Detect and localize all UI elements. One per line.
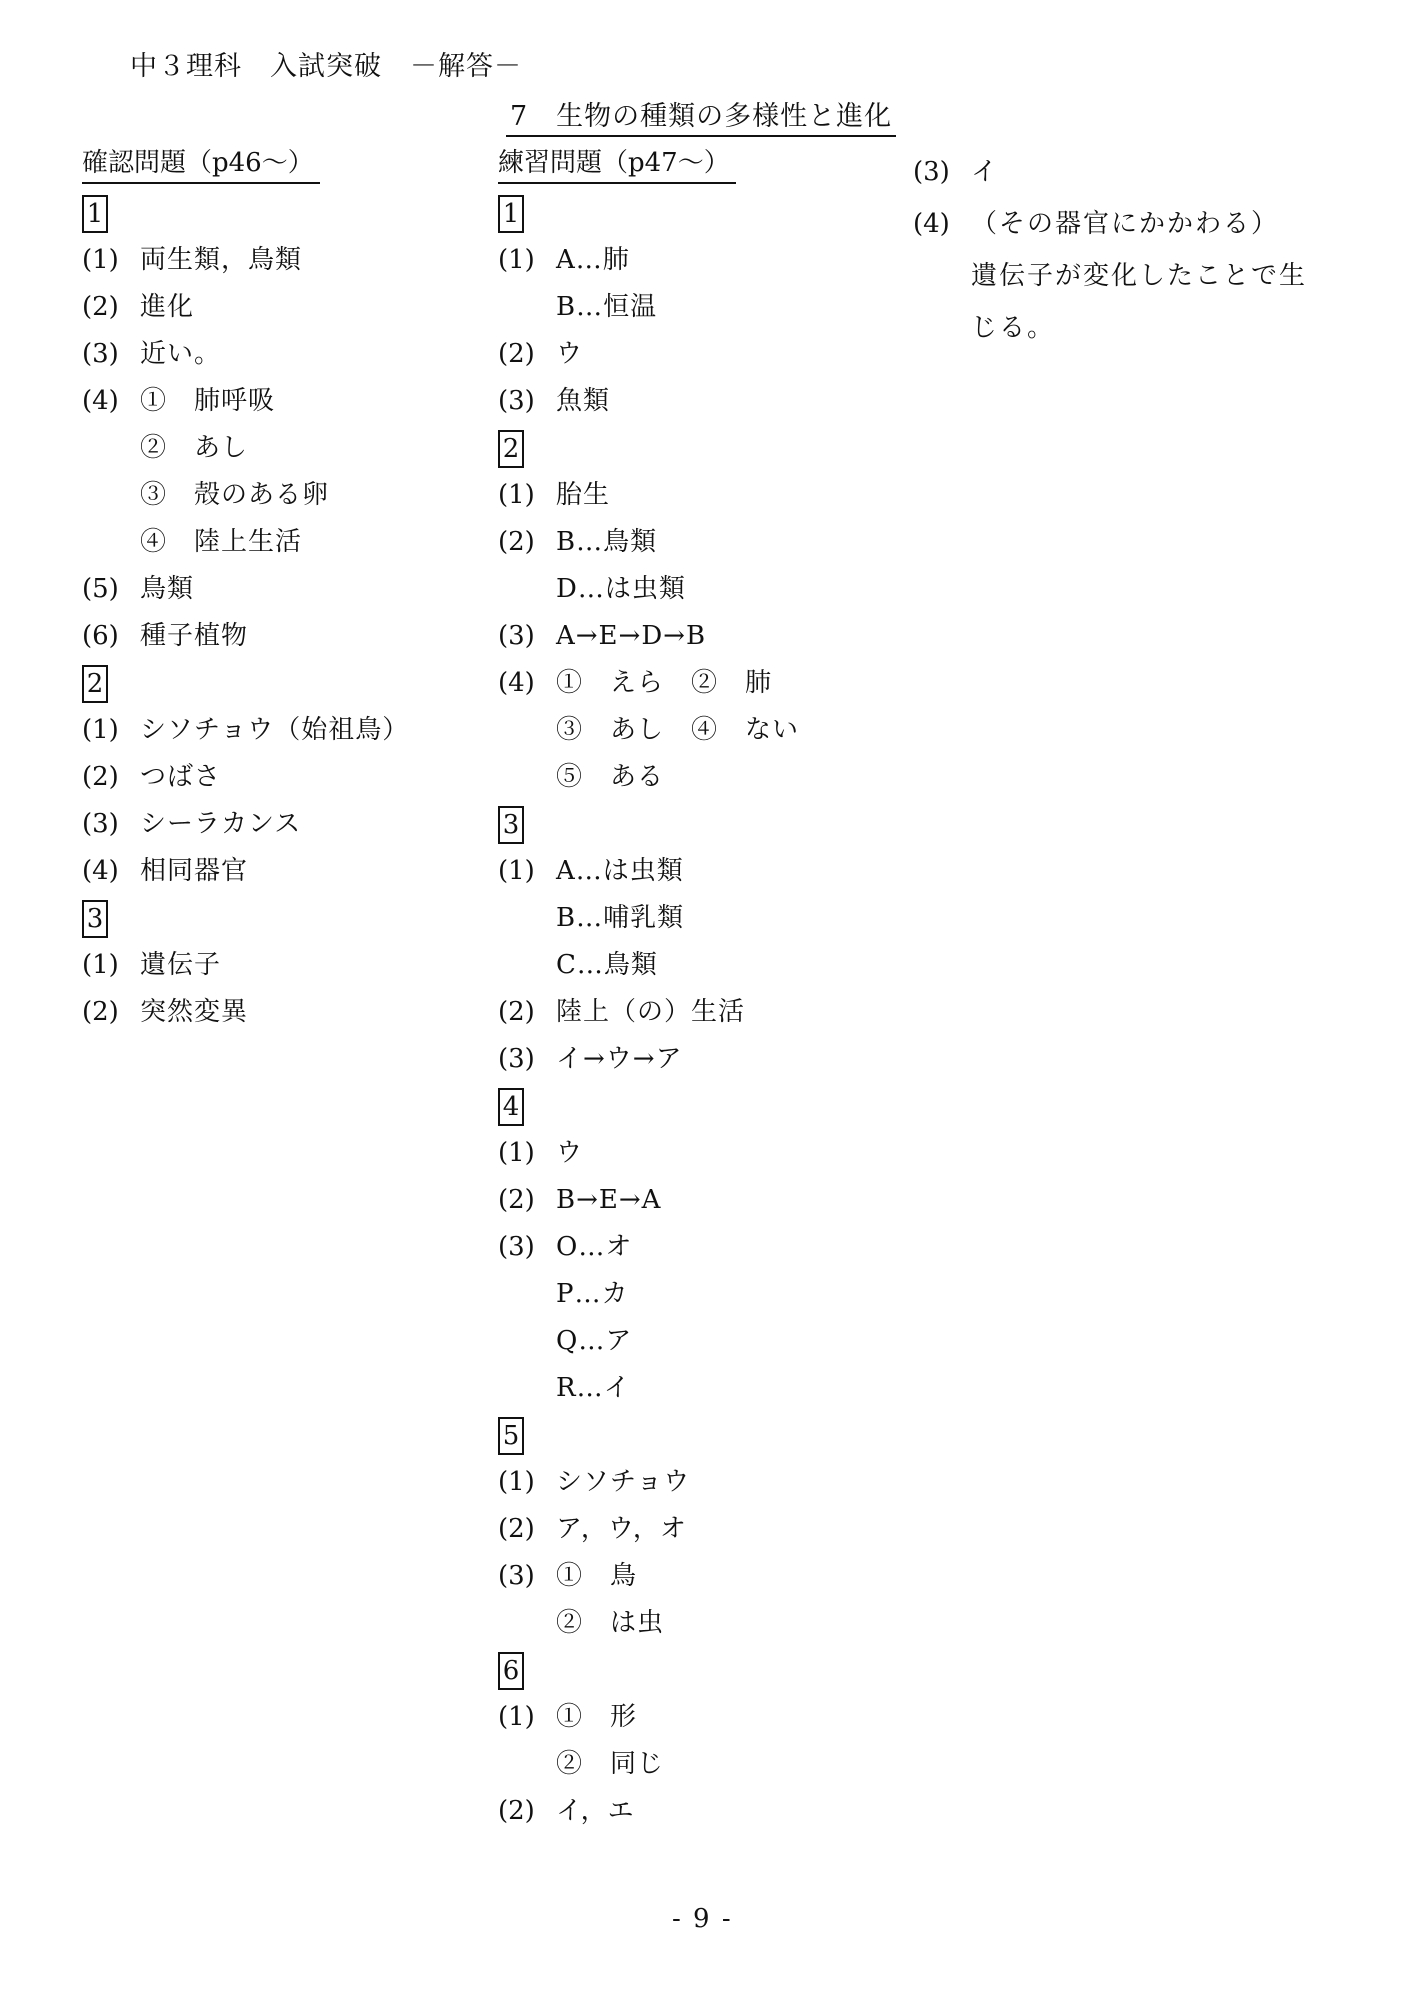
- answer-row: [498, 472, 799, 519]
- answer-text: ア，ウ，オ: [556, 1514, 687, 1544]
- sub-question-number: [913, 250, 971, 302]
- question-number-box: [82, 895, 409, 942]
- answer-row: [498, 1553, 799, 1600]
- answer-text: シソチョウ（始祖鳥）: [140, 715, 410, 745]
- answer-row: [498, 989, 799, 1036]
- answer-text: ウ: [556, 339, 584, 369]
- answer-text: A→E→D→B: [556, 621, 707, 651]
- answer-row: [913, 198, 1307, 250]
- section-heading: 確認問題（p46～）: [82, 146, 320, 184]
- answer-row: [498, 1036, 799, 1083]
- answer-text: C…鳥類: [556, 950, 658, 980]
- answer-text: O…オ: [556, 1232, 633, 1262]
- answer-row: [913, 250, 1307, 302]
- answer-row: [82, 472, 409, 519]
- answer-text: R…イ: [556, 1373, 631, 1403]
- answer-text: （その器官にかかわる）: [971, 209, 1280, 239]
- answer-row: [82, 613, 409, 660]
- answer-text: ① えら ② 肺: [556, 668, 773, 698]
- answer-text: 近い。: [140, 339, 222, 369]
- chapter-title: 7 生物の種類の多様性と進化: [506, 94, 896, 137]
- answer-text: シソチョウ: [556, 1467, 691, 1497]
- answer-row: [82, 566, 409, 613]
- answer-text: 相同器官: [140, 856, 249, 886]
- answer-text: Q…ア: [556, 1326, 633, 1356]
- answer-text: ウ: [556, 1138, 584, 1168]
- sub-question-number: (3): [913, 157, 950, 187]
- sub-question-number: (5): [82, 574, 119, 604]
- sub-question-number: (3): [498, 1232, 535, 1262]
- answer-text: 遺伝子: [140, 950, 222, 980]
- answer-row: [498, 566, 799, 613]
- answer-text: ② あし: [140, 433, 249, 463]
- question-number-box: [498, 801, 799, 848]
- sub-question-number: (2): [82, 762, 119, 792]
- sub-question-number: (2): [498, 1185, 535, 1215]
- sub-question-number: [82, 472, 140, 519]
- answer-row: [82, 942, 409, 989]
- answer-text: イ，エ: [556, 1796, 635, 1826]
- answer-row: [498, 1600, 799, 1647]
- answer-text: イ→ウ→ア: [556, 1044, 683, 1074]
- question-number-box: [498, 1083, 799, 1130]
- answer-row: [498, 895, 799, 942]
- answer-text: 進化: [140, 292, 195, 322]
- answer-text: B…哺乳類: [556, 903, 685, 933]
- sub-question-number: (1): [82, 950, 119, 980]
- answer-row: [82, 284, 409, 331]
- sub-question-number: (1): [498, 1138, 535, 1168]
- answer-text: ③ 殻のある卵: [140, 480, 330, 510]
- answer-text: ② は虫: [556, 1608, 665, 1638]
- question-number-box: [82, 660, 409, 707]
- question-number-box: [82, 190, 409, 237]
- answer-text: 胎生: [556, 480, 611, 510]
- section-heading: 練習問題（p47～）: [498, 146, 736, 184]
- answer-text: B…鳥類: [556, 527, 658, 557]
- page-number: - 9 -: [672, 1904, 733, 1934]
- answer-row: [498, 1224, 799, 1271]
- answer-row: [82, 519, 409, 566]
- boxed-number: 2: [498, 430, 524, 468]
- boxed-number: 1: [82, 195, 108, 233]
- answer-row: [82, 848, 409, 895]
- answer-row: [498, 1788, 799, 1835]
- answer-text: A…は虫類: [556, 856, 684, 886]
- answer-text: ② 同じ: [556, 1749, 665, 1779]
- column-renshu: [498, 146, 799, 1835]
- answer-row: [498, 237, 799, 284]
- sub-question-number: [913, 302, 971, 354]
- answer-text: 魚類: [556, 386, 611, 416]
- sub-question-number: [498, 1271, 556, 1318]
- answer-text: 両生類，鳥類: [140, 245, 303, 275]
- sub-question-number: (2): [498, 527, 535, 557]
- answer-row: [498, 754, 799, 801]
- sub-question-number: [498, 754, 556, 801]
- answer-text: 突然変異: [140, 997, 249, 1027]
- answer-text: ① 鳥: [556, 1561, 638, 1591]
- answer-text: 遺伝子が変化したことで生: [971, 261, 1308, 291]
- answer-text: イ: [971, 157, 1000, 187]
- sub-question-number: (3): [498, 1561, 535, 1591]
- answer-row: [498, 1271, 799, 1318]
- answer-text: ① 肺呼吸: [140, 386, 276, 416]
- sub-question-number: (1): [498, 480, 535, 510]
- sub-question-number: (3): [498, 621, 535, 651]
- answer-text: じる。: [971, 313, 1056, 343]
- answer-text: ④ 陸上生活: [140, 527, 303, 557]
- boxed-number: 3: [498, 806, 524, 844]
- answer-text: ① 形: [556, 1702, 638, 1732]
- sub-question-number: [498, 284, 556, 331]
- answer-row: [82, 754, 409, 801]
- answer-row: [498, 1177, 799, 1224]
- answer-row: [82, 707, 409, 754]
- question-number-box: [498, 1647, 799, 1694]
- boxed-number: 3: [82, 900, 108, 938]
- answer-text: D…は虫類: [556, 574, 686, 604]
- sub-question-number: (1): [82, 715, 119, 745]
- sub-question-number: (4): [498, 668, 535, 698]
- answer-row: [498, 707, 799, 754]
- answer-text: B…恒温: [556, 292, 658, 322]
- answer-text: 鳥類: [140, 574, 195, 604]
- sub-question-number: [498, 1741, 556, 1788]
- sub-question-number: [498, 1318, 556, 1365]
- boxed-number: 2: [82, 665, 108, 703]
- boxed-number: 1: [498, 195, 524, 233]
- answer-row: [498, 1365, 799, 1412]
- sub-question-number: (3): [498, 386, 535, 416]
- answer-row: [498, 848, 799, 895]
- sub-question-number: (1): [498, 856, 535, 886]
- answer-text: つばさ: [140, 762, 222, 792]
- answer-row: [82, 989, 409, 1036]
- answer-row: [498, 660, 799, 707]
- answer-text: ⑤ ある: [556, 762, 665, 792]
- answer-row: [498, 942, 799, 989]
- question-number-box: [498, 190, 799, 237]
- answer-row: [82, 378, 409, 425]
- sub-question-number: (3): [82, 339, 119, 369]
- answer-row: [498, 1741, 799, 1788]
- question-number-box: [498, 425, 799, 472]
- boxed-number: 5: [498, 1417, 524, 1455]
- sub-question-number: (1): [498, 245, 535, 275]
- sub-question-number: (4): [913, 209, 950, 239]
- sub-question-number: [498, 566, 556, 613]
- answer-row: [498, 1694, 799, 1741]
- boxed-number: 6: [498, 1652, 524, 1690]
- answer-row: [82, 425, 409, 472]
- answer-row: [498, 1318, 799, 1365]
- boxed-number: 4: [498, 1088, 524, 1126]
- sub-question-number: [498, 895, 556, 942]
- answer-text: 陸上（の）生活: [556, 997, 746, 1027]
- sub-question-number: (3): [82, 809, 119, 839]
- sub-question-number: (2): [498, 1796, 535, 1826]
- sub-question-number: [82, 425, 140, 472]
- answer-row: [913, 302, 1307, 354]
- sub-question-number: (3): [498, 1044, 535, 1074]
- sub-question-number: (2): [498, 1514, 535, 1544]
- column-kakunin: [82, 146, 409, 1036]
- answer-row: [498, 378, 799, 425]
- column-continued: [913, 146, 1307, 354]
- answer-row: [913, 146, 1307, 198]
- page-header: 中３理科 入試突破 －解答－: [130, 51, 522, 82]
- answer-text: ③ あし ④ ない: [556, 715, 800, 745]
- sub-question-number: [82, 519, 140, 566]
- answer-row: [498, 1130, 799, 1177]
- sub-question-number: (6): [82, 621, 119, 651]
- sub-question-number: [498, 1365, 556, 1412]
- sub-question-number: [498, 942, 556, 989]
- answer-row: [82, 331, 409, 378]
- sub-question-number: (2): [82, 997, 119, 1027]
- answer-row: [498, 1506, 799, 1553]
- question-number-box: [498, 1412, 799, 1459]
- sub-question-number: (1): [82, 245, 119, 275]
- answer-row: [498, 519, 799, 566]
- answer-row: [498, 284, 799, 331]
- answer-text: B→E→A: [556, 1185, 662, 1215]
- sub-question-number: (2): [498, 997, 535, 1027]
- answer-row: [82, 801, 409, 848]
- answer-row: [498, 1459, 799, 1506]
- sub-question-number: (2): [82, 292, 119, 322]
- sub-question-number: (4): [82, 386, 119, 416]
- answer-text: シーラカンス: [140, 809, 302, 839]
- sub-question-number: [498, 707, 556, 754]
- sub-question-number: (4): [82, 856, 119, 886]
- sub-question-number: (1): [498, 1702, 535, 1732]
- answer-text: 種子植物: [140, 621, 249, 651]
- answer-text: A…肺: [556, 245, 630, 275]
- answer-row: [498, 613, 799, 660]
- sub-question-number: [498, 1600, 556, 1647]
- sub-question-number: (2): [498, 339, 535, 369]
- answer-text: P…カ: [556, 1279, 629, 1309]
- answer-row: [498, 331, 799, 378]
- answer-row: [82, 237, 409, 284]
- sub-question-number: (1): [498, 1467, 535, 1497]
